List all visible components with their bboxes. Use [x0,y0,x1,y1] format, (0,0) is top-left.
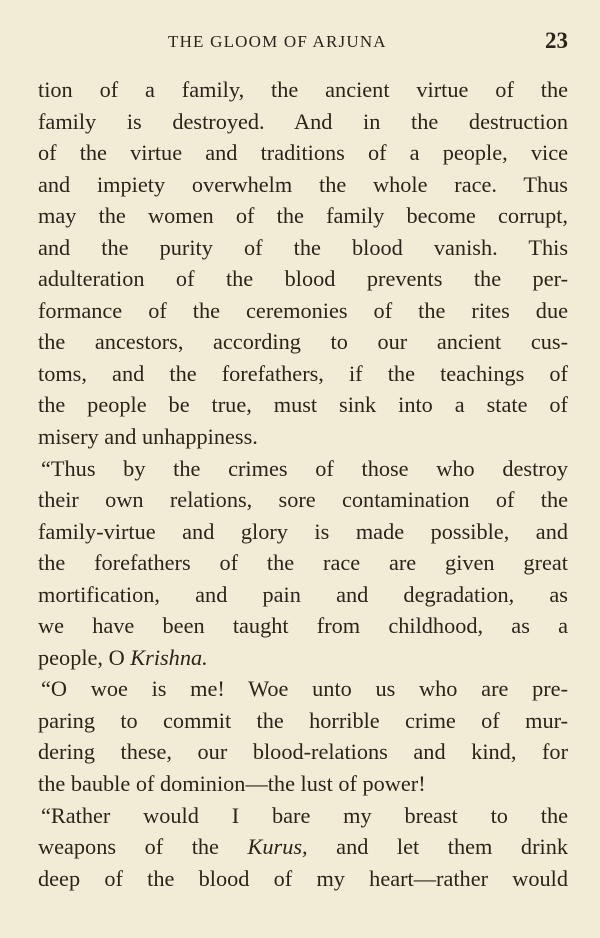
text-line [38,106,568,138]
text-segment: formance of the ceremonies of the rites due [38,297,568,323]
text-line [38,200,568,232]
text-line [38,389,568,421]
text-segment: dering these, our blood-relations and kind, for [38,739,568,765]
text-line [38,673,568,705]
text-segment: and impiety overwhelm the whole race. Thus [38,171,568,197]
text-line [38,326,568,358]
text-line [38,705,568,737]
page-body-text [38,74,568,894]
text-line [38,831,568,863]
page-header [0,30,600,58]
text-segment: people, O [38,644,131,670]
italic-text: Krishna. [130,644,208,670]
text-line [38,547,568,579]
running-title: THE GLOOM OF ARJUNA [168,32,387,51]
text-segment: deep of the blood of my heart—rather would [38,865,568,891]
text-segment: paring to commit the horrible crime of mur- [38,707,568,733]
text-line [38,642,568,674]
text-line [38,453,568,485]
text-line [38,736,568,768]
text-line [38,74,568,106]
text-segment: toms, and the forefathers, if the teachings of [38,360,568,386]
text-line [38,800,568,832]
page-number: 23 [545,28,568,53]
text-segment: “O woe is me! Woe unto us who are pre- [41,676,568,702]
text-segment: “Thus by the crimes of those who destroy [41,455,568,481]
text-line [38,263,568,295]
text-segment: the bauble of dominion—the lust of power! [38,771,426,797]
text-segment: tion of a family, the ancient virtue of the [38,77,568,102]
text-line [38,421,568,453]
text-line [38,232,568,264]
text-line [38,169,568,201]
text-segment: and the purity of the blood vanish. This [38,234,568,260]
text-segment: family-virtue and glory is made possible, and [38,518,568,544]
text-segment: adulteration of the blood prevents the per- [38,266,568,292]
text-line [38,863,568,895]
text-segment: family is destroyed. And in the destruction [38,108,568,134]
text-segment: the people be true, must sink into a state of [38,392,568,418]
text-segment: misery and unhappiness. [38,424,258,450]
text-segment: “Rather would I bare my breast to the [41,802,568,828]
text-segment: and let them drink [307,834,568,860]
text-segment: the forefathers of the race are given great [38,550,568,576]
text-line [38,358,568,390]
text-segment: weapons of the [38,834,248,860]
text-segment: we have been taught from childhood, as a [38,613,568,639]
text-line [38,484,568,516]
text-segment: may the women of the family become corrupt, [38,203,568,229]
text-segment: of the virtue and traditions of a people, vice [38,140,568,166]
text-line [38,137,568,169]
text-segment: the ancestors, according to our ancient cus- [38,329,568,355]
italic-text: Kurus, [247,834,308,860]
text-line [38,768,568,800]
text-line [38,516,568,548]
text-segment: their own relations, sore contamination of the [38,487,568,513]
text-line [38,295,568,327]
text-line [38,610,568,642]
text-segment: mortification, and pain and degradation, as [38,581,568,607]
text-line [38,579,568,611]
